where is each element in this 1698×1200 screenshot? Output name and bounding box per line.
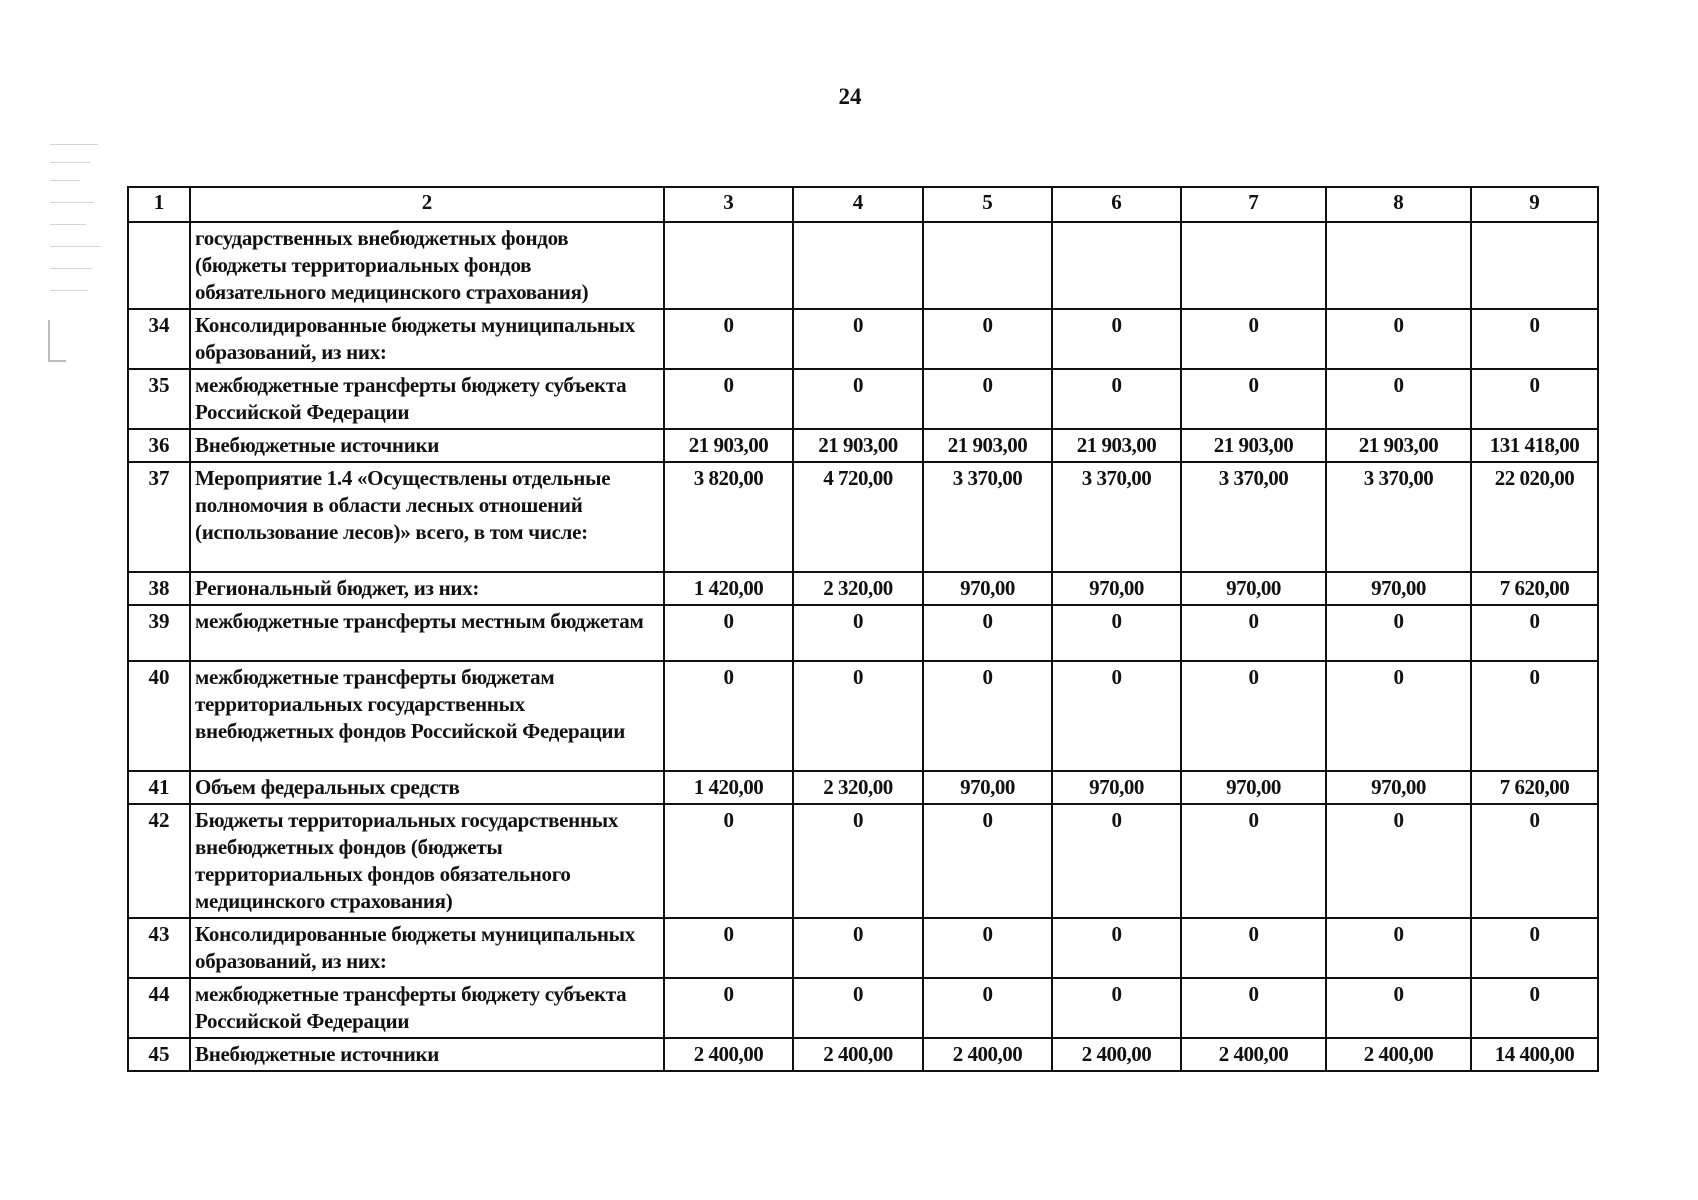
value-cell: 970,00 bbox=[1052, 771, 1181, 804]
value-cell: 0 bbox=[1471, 369, 1598, 429]
table-row bbox=[128, 222, 1598, 309]
row-description: Объем федеральных средств bbox=[190, 771, 664, 804]
table-row bbox=[128, 771, 1598, 804]
value-cell: 0 bbox=[1471, 661, 1598, 771]
row-number: 34 bbox=[128, 309, 190, 369]
value-cell bbox=[923, 222, 1052, 309]
value-cell: 0 bbox=[793, 978, 923, 1038]
table-row bbox=[128, 369, 1598, 429]
value-cell: 0 bbox=[1326, 605, 1471, 661]
value-cell: 0 bbox=[1052, 309, 1181, 369]
row-description: Внебюджетные источники bbox=[190, 429, 664, 462]
value-cell: 0 bbox=[1471, 605, 1598, 661]
value-cell: 0 bbox=[1181, 918, 1326, 978]
value-cell: 0 bbox=[923, 369, 1052, 429]
value-cell: 2 400,00 bbox=[1326, 1038, 1471, 1071]
value-cell: 0 bbox=[664, 804, 793, 918]
value-cell: 0 bbox=[664, 918, 793, 978]
value-cell: 0 bbox=[923, 309, 1052, 369]
value-cell: 21 903,00 bbox=[1181, 429, 1326, 462]
row-number: 39 bbox=[128, 605, 190, 661]
value-cell: 0 bbox=[923, 605, 1052, 661]
value-cell: 2 400,00 bbox=[664, 1038, 793, 1071]
header-cell: 3 bbox=[664, 187, 793, 222]
value-cell: 0 bbox=[923, 918, 1052, 978]
table-header-row bbox=[128, 187, 1598, 222]
row-description: Бюджеты территориальных государственных внебюджетных фондов (бюджеты территориальных фондов обязательного медицинского страхования) bbox=[190, 804, 664, 918]
value-cell: 0 bbox=[664, 661, 793, 771]
value-cell: 0 bbox=[1326, 309, 1471, 369]
row-description: Консолидированные бюджеты муниципальных образований, из них: bbox=[190, 918, 664, 978]
value-cell: 0 bbox=[1052, 661, 1181, 771]
value-cell: 14 400,00 bbox=[1471, 1038, 1598, 1071]
value-cell: 0 bbox=[1052, 918, 1181, 978]
value-cell: 21 903,00 bbox=[664, 429, 793, 462]
value-cell: 3 370,00 bbox=[1326, 462, 1471, 572]
value-cell: 0 bbox=[1326, 978, 1471, 1038]
value-cell: 0 bbox=[793, 309, 923, 369]
header-cell: 4 bbox=[793, 187, 923, 222]
value-cell: 970,00 bbox=[1326, 771, 1471, 804]
value-cell: 0 bbox=[1471, 918, 1598, 978]
value-cell: 0 bbox=[1326, 804, 1471, 918]
table-row bbox=[128, 978, 1598, 1038]
table-row bbox=[128, 572, 1598, 605]
value-cell: 970,00 bbox=[1326, 572, 1471, 605]
header-cell: 8 bbox=[1326, 187, 1471, 222]
value-cell: 0 bbox=[664, 309, 793, 369]
table-row bbox=[128, 661, 1598, 771]
value-cell bbox=[1181, 222, 1326, 309]
value-cell: 21 903,00 bbox=[1326, 429, 1471, 462]
row-description: Консолидированные бюджеты муниципальных образований, из них: bbox=[190, 309, 664, 369]
row-number: 36 bbox=[128, 429, 190, 462]
value-cell: 0 bbox=[1326, 369, 1471, 429]
value-cell: 2 400,00 bbox=[1052, 1038, 1181, 1071]
value-cell: 0 bbox=[923, 661, 1052, 771]
row-description: Внебюджетные источники bbox=[190, 1038, 664, 1071]
value-cell: 21 903,00 bbox=[1052, 429, 1181, 462]
value-cell: 0 bbox=[1052, 978, 1181, 1038]
value-cell: 0 bbox=[793, 605, 923, 661]
value-cell: 1 420,00 bbox=[664, 572, 793, 605]
table-row bbox=[128, 605, 1598, 661]
row-description: Мероприятие 1.4 «Осуществлены отдельные полномочия в области лесных отношений (использование лесов)» всего, в том числе: bbox=[190, 462, 664, 572]
value-cell: 3 370,00 bbox=[1181, 462, 1326, 572]
row-description: Региональный бюджет, из них: bbox=[190, 572, 664, 605]
value-cell: 2 320,00 bbox=[793, 771, 923, 804]
value-cell: 0 bbox=[793, 369, 923, 429]
value-cell: 0 bbox=[793, 918, 923, 978]
value-cell: 0 bbox=[1471, 309, 1598, 369]
value-cell bbox=[664, 222, 793, 309]
value-cell: 2 320,00 bbox=[793, 572, 923, 605]
value-cell: 970,00 bbox=[1181, 771, 1326, 804]
value-cell: 0 bbox=[1181, 804, 1326, 918]
row-description: межбюджетные трансферты бюджету субъекта Российской Федерации bbox=[190, 978, 664, 1038]
header-cell: 5 bbox=[923, 187, 1052, 222]
row-number: 38 bbox=[128, 572, 190, 605]
header-cell: 1 bbox=[128, 187, 190, 222]
value-cell: 0 bbox=[1471, 978, 1598, 1038]
value-cell: 970,00 bbox=[1181, 572, 1326, 605]
value-cell: 2 400,00 bbox=[1181, 1038, 1326, 1071]
row-number: 45 bbox=[128, 1038, 190, 1071]
value-cell: 1 420,00 bbox=[664, 771, 793, 804]
value-cell: 970,00 bbox=[923, 572, 1052, 605]
value-cell: 0 bbox=[923, 978, 1052, 1038]
value-cell: 2 400,00 bbox=[793, 1038, 923, 1071]
value-cell: 0 bbox=[664, 605, 793, 661]
table-row bbox=[128, 1038, 1598, 1071]
value-cell: 7 620,00 bbox=[1471, 771, 1598, 804]
table-row bbox=[128, 309, 1598, 369]
value-cell: 0 bbox=[1471, 804, 1598, 918]
row-number: 42 bbox=[128, 804, 190, 918]
row-description: межбюджетные трансферты бюджетам территориальных государственных внебюджетных фондов Российской Федерации bbox=[190, 661, 664, 771]
value-cell: 0 bbox=[664, 369, 793, 429]
row-number bbox=[128, 222, 190, 309]
value-cell: 0 bbox=[1052, 369, 1181, 429]
table-row bbox=[128, 429, 1598, 462]
value-cell bbox=[793, 222, 923, 309]
value-cell: 0 bbox=[793, 661, 923, 771]
table-row bbox=[128, 462, 1598, 572]
table-row bbox=[128, 804, 1598, 918]
header-cell: 7 bbox=[1181, 187, 1326, 222]
value-cell: 970,00 bbox=[923, 771, 1052, 804]
value-cell: 22 020,00 bbox=[1471, 462, 1598, 572]
value-cell: 3 820,00 bbox=[664, 462, 793, 572]
value-cell: 0 bbox=[1181, 605, 1326, 661]
page-number: 24 bbox=[838, 84, 862, 109]
value-cell: 0 bbox=[793, 804, 923, 918]
budget-table bbox=[127, 186, 1599, 1072]
value-cell: 0 bbox=[1181, 978, 1326, 1038]
value-cell: 0 bbox=[1181, 661, 1326, 771]
value-cell: 0 bbox=[1326, 661, 1471, 771]
value-cell: 3 370,00 bbox=[923, 462, 1052, 572]
value-cell: 0 bbox=[1181, 369, 1326, 429]
header-cell: 9 bbox=[1471, 187, 1598, 222]
value-cell: 970,00 bbox=[1052, 572, 1181, 605]
header-cell: 6 bbox=[1052, 187, 1181, 222]
row-description: межбюджетные трансферты бюджету субъекта Российской Федерации bbox=[190, 369, 664, 429]
row-number: 35 bbox=[128, 369, 190, 429]
value-cell: 0 bbox=[1052, 605, 1181, 661]
value-cell: 21 903,00 bbox=[923, 429, 1052, 462]
row-description: межбюджетные трансферты местным бюджетам bbox=[190, 605, 664, 661]
value-cell: 0 bbox=[1326, 918, 1471, 978]
value-cell bbox=[1052, 222, 1181, 309]
row-description: государственных внебюджетных фондов (бюджеты территориальных фондов обязательного медицинского страхования) bbox=[190, 222, 664, 309]
header-cell: 2 bbox=[190, 187, 664, 222]
value-cell: 0 bbox=[923, 804, 1052, 918]
row-number: 41 bbox=[128, 771, 190, 804]
row-number: 40 bbox=[128, 661, 190, 771]
row-number: 43 bbox=[128, 918, 190, 978]
scan-artifact bbox=[44, 140, 114, 370]
value-cell: 21 903,00 bbox=[793, 429, 923, 462]
value-cell bbox=[1471, 222, 1598, 309]
value-cell: 0 bbox=[1181, 309, 1326, 369]
value-cell: 3 370,00 bbox=[1052, 462, 1181, 572]
value-cell: 4 720,00 bbox=[793, 462, 923, 572]
value-cell bbox=[1326, 222, 1471, 309]
value-cell: 7 620,00 bbox=[1471, 572, 1598, 605]
value-cell: 0 bbox=[1052, 804, 1181, 918]
row-number: 44 bbox=[128, 978, 190, 1038]
value-cell: 2 400,00 bbox=[923, 1038, 1052, 1071]
row-number: 37 bbox=[128, 462, 190, 572]
value-cell: 0 bbox=[664, 978, 793, 1038]
value-cell: 131 418,00 bbox=[1471, 429, 1598, 462]
table-row bbox=[128, 918, 1598, 978]
